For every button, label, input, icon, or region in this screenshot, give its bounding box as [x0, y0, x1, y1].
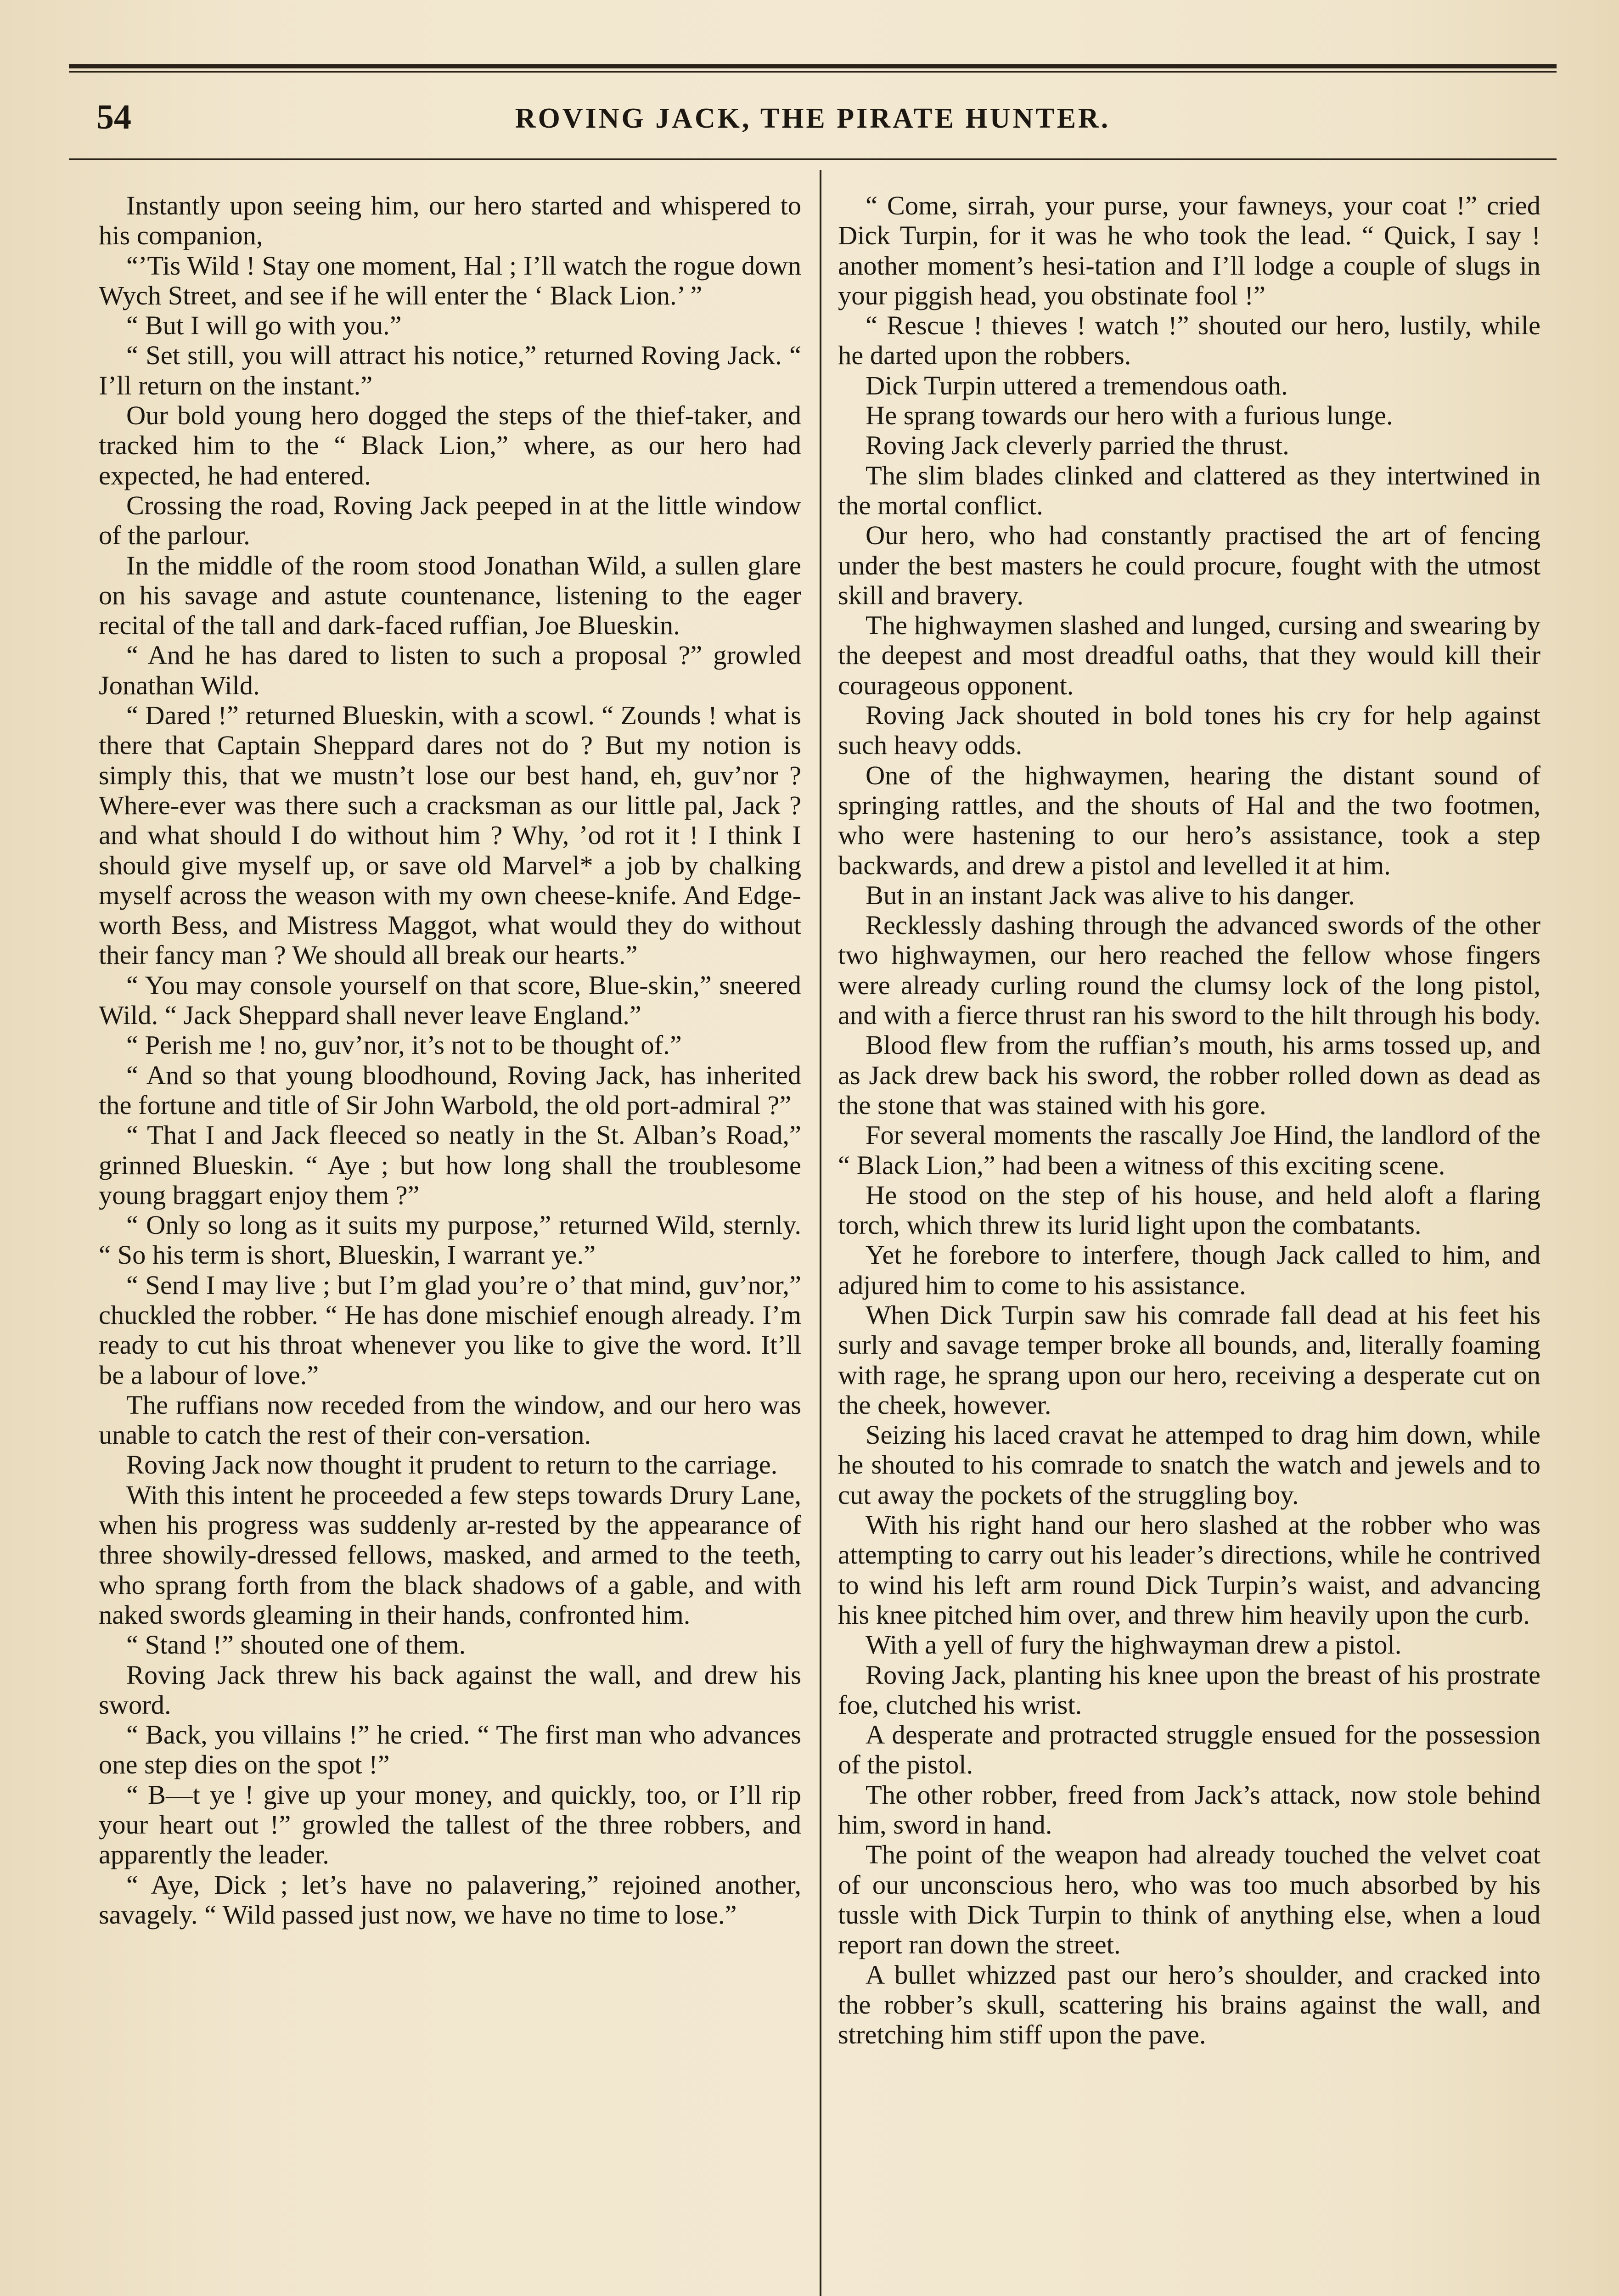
paragraph: “ But I will go with you.” — [126, 310, 402, 341]
right-column — [838, 191, 1540, 2049]
page-header — [69, 85, 1557, 154]
paragraph: “ B—t ye ! give up your money, and quickly, too, or I’ll rip your heart out !” growled the tallest of the three robbers, and apparently the leader. — [99, 1779, 801, 1870]
paragraph: A desperate and protracted struggle ensued for the possession of the pistol. — [838, 1720, 1540, 1780]
paragraph: “ Rescue ! thieves ! watch !” shouted our hero, lustily, while he darted upon the robbers. — [838, 310, 1540, 371]
paragraph: “ And he has dared to listen to such a proposal ?” growled Jonathan Wild. — [99, 640, 801, 700]
paragraph: When Dick Turpin saw his comrade fall dead at his feet his surly and savage temper broke all bounds, and, literally foaming with rage, he sprang upon our hero, receiving a desperate cut on the cheek, however. — [838, 1300, 1540, 1420]
paragraph: Roving Jack now thought it prudent to return to the carriage. — [126, 1450, 778, 1480]
paragraph: A bullet whizzed past our hero’s shoulder, and cracked into the robber’s skull, scattering his brains against the wall, and stretching him stiff upon the pave. — [838, 1959, 1540, 2050]
paragraph: With this intent he proceeded a few steps towards Drury Lane, when his progress was suddenly ar-rested by the appearance of three showily-dressed fellows, masked, and armed to the teeth, who sprang forth from the black shadows of a gable, and with naked swords gleaming in their hands, confronted him. — [99, 1480, 801, 1630]
paragraph: He sprang towards our hero with a furious lunge. — [866, 400, 1393, 431]
paragraph: The highwaymen slashed and lunged, cursing and swearing by the deepest and most dreadful oaths, that they would kill their courageous opponent. — [838, 610, 1540, 700]
paragraph: “ Perish me ! no, guv’nor, it’s not to be thought of.” — [126, 1030, 682, 1060]
paragraph: Roving Jack cleverly parried the thrust. — [866, 430, 1289, 461]
top-double-rule — [69, 64, 1557, 68]
paragraph: “ Send I may live ; but I’m glad you’re o’ that mind, guv’nor,” chuckled the robber. “ He has done mischief enough already. I’m ready to cut his throat whenever you like to give the word. It’ll be a labour of love.” — [99, 1270, 801, 1390]
paragraph: Roving Jack shouted in bold tones his cry for help against such heavy odds. — [838, 700, 1540, 760]
paragraph: “ Dared !” returned Blueskin, with a scowl. “ Zounds ! what is there that Captain Sheppard dares not do ? But my notion is simply this, that we mustn’t lose our best hand, eh, guv’nor ? Where-ever was there such a cracksman as our little pal, Jack ? and what should I do without him ? Why, ’od rot it ! I think I should give myself up, or save old Marvel* a job by chalking myself across the weason with my own cheese-knife. And Edge-worth Bess, and Mistress Maggot, what would they do without their fancy man ? We should all break our hearts.” — [99, 700, 801, 970]
paragraph: With a yell of fury the highwayman drew a pistol. — [866, 1630, 1402, 1660]
top-double-rule-thin — [69, 71, 1557, 73]
paragraph: “ Come, sirrah, your purse, your fawneys, your coat !” cried Dick Turpin, for it was he who took the lead. “ Quick, I say ! another moment’s hesi-tation and I’ll lodge a couple of slugs in your piggish head, you obstinate fool !” — [838, 191, 1540, 310]
paragraph: In the middle of the room stood Jonathan Wild, a sullen glare on his savage and astute countenance, listening to the eager recital of the tall and dark-faced ruffian, Joe Blueskin. — [99, 550, 801, 641]
paragraph: Instantly upon seeing him, our hero started and whispered to his companion, — [99, 191, 801, 251]
paragraph: “ Stand !” shouted one of them. — [126, 1630, 466, 1660]
paragraph: “ You may console yourself on that score, Blue-skin,” sneered Wild. “ Jack Sheppard shall never leave England.” — [99, 970, 801, 1030]
running-title: ROVING JACK, THE PIRATE HUNTER. — [515, 103, 1111, 134]
paragraph: But in an instant Jack was alive to his danger. — [866, 880, 1355, 910]
header-rule — [69, 158, 1557, 160]
paragraph: The point of the weapon had already touched the velvet coat of our unconscious hero, who was too much absorbed by his tussle with Dick Turpin to think of anything else, when a loud report ran down the street. — [838, 1840, 1540, 1960]
paragraph: The slim blades clinked and clattered as they intertwined in the mortal conflict. — [838, 460, 1540, 520]
paragraph: “ That I and Jack fleeced so neatly in the St. Alban’s Road,” grinned Blueskin. “ Aye ; but how long shall the troublesome young braggart enjoy them ?” — [99, 1120, 801, 1210]
paragraph: “ And so that young bloodhound, Roving Jack, has inherited the fortune and title of Sir John Warbold, the old port-admiral ?” — [99, 1060, 801, 1120]
paragraph: With his right hand our hero slashed at the robber who was attempting to carry out his leader’s directions, while he contrived to wind his left arm round Dick Turpin’s waist, and advancing his knee pitched him over, and threw him heavily upon the curb. — [838, 1510, 1540, 1630]
paragraph: “ Back, you villains !” he cried. “ The first man who advances one step dies on the spot !” — [99, 1720, 801, 1780]
paragraph: “ Set still, you will attract his notice,” returned Roving Jack. “ I’ll return on the instant.” — [99, 340, 801, 400]
paragraph: Roving Jack threw his back against the wall, and drew his sword. — [99, 1660, 801, 1720]
paragraph: “ Aye, Dick ; let’s have no palavering,” rejoined another, savagely. “ Wild passed just now, we have no time to lose.” — [99, 1869, 801, 1930]
paragraph: One of the highwaymen, hearing the distant sound of springing rattles, and the shouts of Hal and the two footmen, who were hastening to our hero’s assistance, took a step backwards, and drew a pistol and levelled it at him. — [838, 760, 1540, 880]
paragraph: Roving Jack, planting his knee upon the breast of his prostrate foe, clutched his wrist. — [838, 1660, 1540, 1720]
paragraph: Our hero, who had constantly practised the art of fencing under the best masters he could procure, fought with the utmost skill and bravery. — [838, 520, 1540, 610]
left-column — [99, 191, 801, 1930]
paragraph: Blood flew from the ruffian’s mouth, his arms tossed up, and as Jack drew back his sword, the robber rolled down as dead as the stone that was stained with his gore. — [838, 1030, 1540, 1120]
paragraph: He stood on the step of his house, and held aloft a flaring torch, which threw its lurid light upon the combatants. — [838, 1180, 1540, 1240]
paragraph: “’Tis Wild ! Stay one moment, Hal ; I’ll watch the rogue down Wych Street, and see if he will enter the ‘ Black Lion.’ ” — [99, 250, 801, 310]
paragraph: Our bold young hero dogged the steps of the thief-taker, and tracked him to the “ Black Lion,” where, as our hero had expected, he had entered. — [99, 400, 801, 490]
paragraph: Seizing his laced cravat he attemped to drag him down, while he shouted to his comrade to snatch the watch and jewels and to cut away the pockets of the struggling boy. — [838, 1420, 1540, 1510]
paragraph: Yet he forebore to interfere, though Jack called to him, and adjured him to come to his assistance. — [838, 1240, 1540, 1300]
paragraph: Dick Turpin uttered a tremendous oath. — [866, 370, 1288, 400]
paragraph: “ Only so long as it suits my purpose,” returned Wild, sternly. “ So his term is short, Blueskin, I warrant ye.” — [99, 1210, 801, 1270]
paragraph: The ruffians now receded from the window, and our hero was unable to catch the rest of their con-versation. — [99, 1390, 801, 1450]
paragraph: Crossing the road, Roving Jack peeped in at the little window of the parlour. — [99, 490, 801, 551]
page-number: 54 — [96, 98, 131, 136]
paragraph: Recklessly dashing through the advanced swords of the other two highwaymen, our hero reached the fellow whose fingers were already curling round the clumsy lock of the long pistol, and with a fierce thrust ran his sword to the hilt through his body. — [838, 910, 1540, 1030]
paragraph: The other robber, freed from Jack’s attack, now stole behind him, sword in hand. — [838, 1779, 1540, 1840]
paragraph: For several moments the rascally Joe Hind, the landlord of the “ Black Lion,” had been a witness of this exciting scene. — [838, 1120, 1540, 1180]
column-divider — [820, 170, 821, 2296]
